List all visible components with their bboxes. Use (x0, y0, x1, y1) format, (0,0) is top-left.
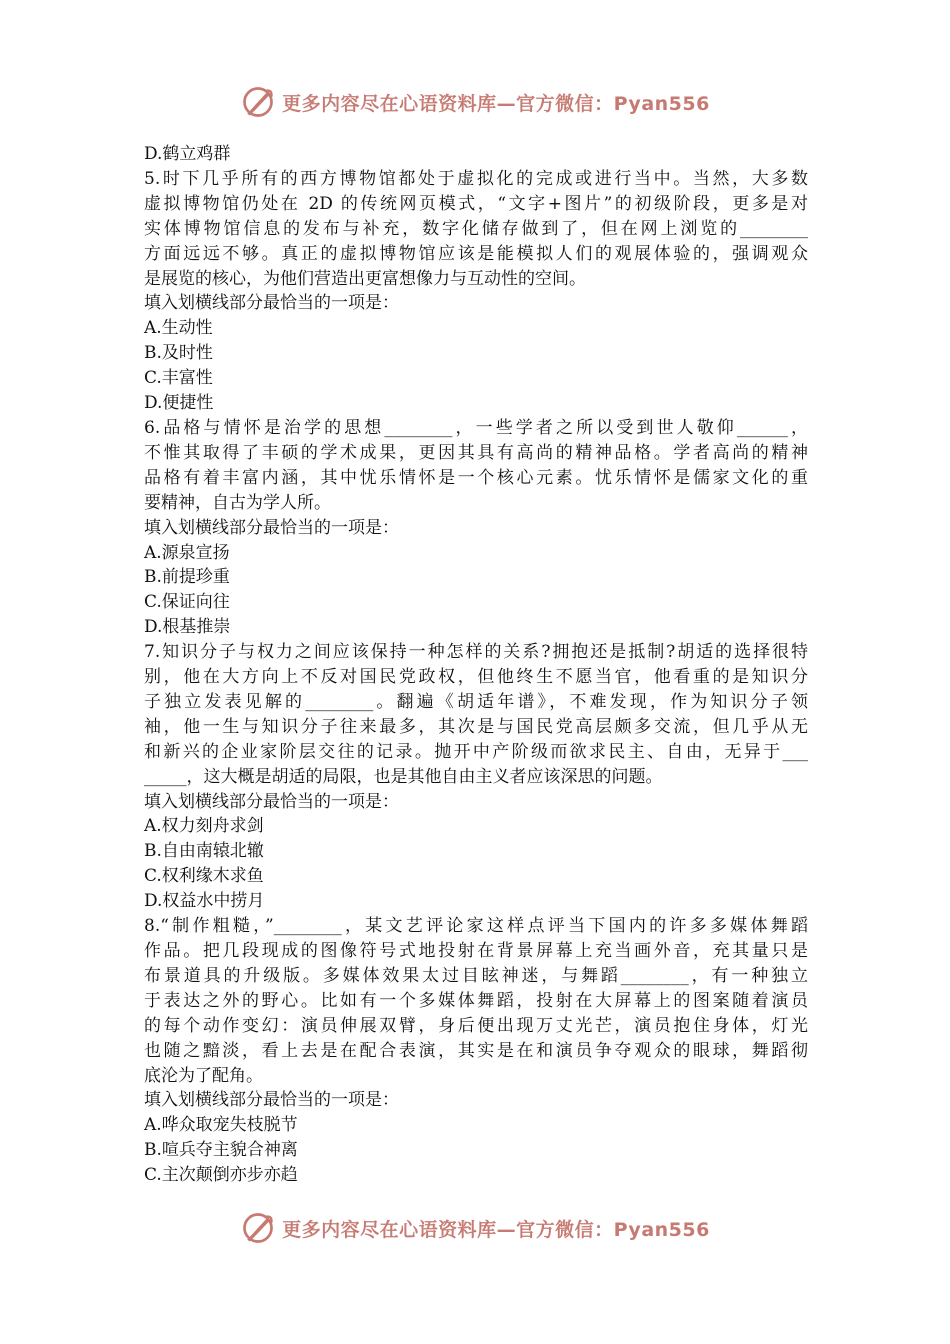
text-line: B.及时性 (144, 343, 213, 364)
text-line: 作品。把几段现成的图像符号式地投射在背景屏幕上充当画外音，充其量只是 (144, 941, 808, 961)
document-body (144, 142, 808, 1188)
text-line: 填入划横线部分最恰当的一项是： (144, 791, 399, 812)
text-line: _____，这大概是胡适的局限，也是其他自由主义者应该深思的问题。 (144, 766, 663, 787)
text-line: B.前提珍重 (144, 567, 230, 588)
text-line: 布景道具的升级版。多媒体效果太过目眩神迷，与舞蹈________，有一种独立 (144, 965, 808, 986)
text-line: D.权益水中捞月 (144, 891, 265, 912)
text-line: B.喧兵夺主貌合神离 (144, 1140, 298, 1161)
text-line: B.自由南辕北辙 (144, 841, 264, 862)
text-line: 的每个动作变幻：演员伸展双臂，身后便出现万丈光芒，演员抱住身体，灯光 (144, 1015, 808, 1036)
text-line: C.丰富性 (144, 368, 213, 389)
text-line: 要精神，自古为学人所。 (144, 492, 331, 513)
text-line: 虚拟博物馆仍处在 2D 的传统网页模式，“文字+图片”的初级阶段，更多是对 (144, 193, 808, 214)
text-line: 填入划横线部分最恰当的一项是： (144, 1090, 399, 1111)
text-line: 子独立发表见解的________。翻遍《胡适年谱》，不难发现，作为知识分子领 (144, 691, 808, 712)
text-line: 8.“制作粗糙，”________，某文艺评论家这样点评当下国内的许多多媒体舞蹈 (144, 916, 808, 937)
text-line: 7.知识分子与权力之间应该保持一种怎样的关系?拥抱还是抵制?胡适的选择很特 (144, 642, 808, 663)
quill-logo-icon (240, 84, 276, 120)
text-line: 和新兴的企业家阶层交往的记录。抛开中产阶级而欲求民主、自由，无异于___ (144, 741, 808, 762)
text-line: A.权力刻舟求剑 (144, 816, 264, 837)
text-line: 也随之黯淡，看上去是在配合表演，其实是在和演员争夺观众的眼球，舞蹈彻 (144, 1040, 808, 1061)
text-line: A.源泉宣扬 (144, 542, 230, 563)
text-line: A.哗众取宠失枝脱节 (144, 1115, 298, 1136)
text-line: 6.品格与情怀是治学的思想________，一些学者之所以受到世人敬仰______， (144, 417, 808, 438)
watermark-text: 更多内容尽在心语资料库—官方微信：Pyan556 (282, 1218, 710, 1241)
text-line: 不惟其取得了丰硕的学术成果，更因其具有高尚的精神品格。学者高尚的精神 (144, 442, 808, 463)
text-line: 底沦为了配角。 (144, 1065, 263, 1086)
text-line: D.根基推崇 (144, 617, 231, 638)
text-line: 别，他在大方向上不反对国民党政权，但他终生不愿当官，他看重的是知识分 (144, 667, 808, 688)
quill-logo-icon (240, 1210, 276, 1246)
header-watermark (0, 82, 950, 122)
text-line: 品格有着丰富内涵，其中忧乐情怀是一个核心元素。忧乐情怀是儒家文化的重 (144, 467, 808, 488)
text-line: 实体博物馆信息的发布与补充，数字化储存做到了，但在网上浏览的________ (144, 218, 808, 239)
text-line: D.便捷性 (144, 393, 214, 414)
text-line: 方面远远不够。真正的虚拟博物馆应该是能模拟人们的观展体验的，强调观众 (144, 243, 808, 264)
text-line: 于表达之外的野心。比如有一个多媒体舞蹈，投射在大屏幕上的图案随着演员 (144, 990, 808, 1011)
text-line: C.保证向往 (144, 592, 230, 613)
text-line: A.生动性 (144, 318, 213, 339)
text-line: D.鹤立鸡群 (144, 144, 231, 164)
text-line: 填入划横线部分最恰当的一项是： (144, 293, 399, 314)
text-line: C.权利缘木求鱼 (144, 866, 264, 887)
text-line: 袖，他一生与知识分子往来最多，其次是与国民党高层颇多交流，但几乎从无 (144, 716, 808, 737)
text-line: 5.时下几乎所有的西方博物馆都处于虚拟化的完成或进行当中。当然，大多数 (144, 168, 808, 189)
text-line: C.主次颠倒亦步亦趋 (144, 1165, 298, 1186)
text-line: 是展览的核心，为他们营造出更富想像力与互动性的空间。 (144, 268, 586, 289)
text-line: 填入划横线部分最恰当的一项是： (144, 517, 399, 538)
watermark-text: 更多内容尽在心语资料库—官方微信：Pyan556 (282, 92, 710, 115)
footer-watermark (0, 1208, 950, 1248)
